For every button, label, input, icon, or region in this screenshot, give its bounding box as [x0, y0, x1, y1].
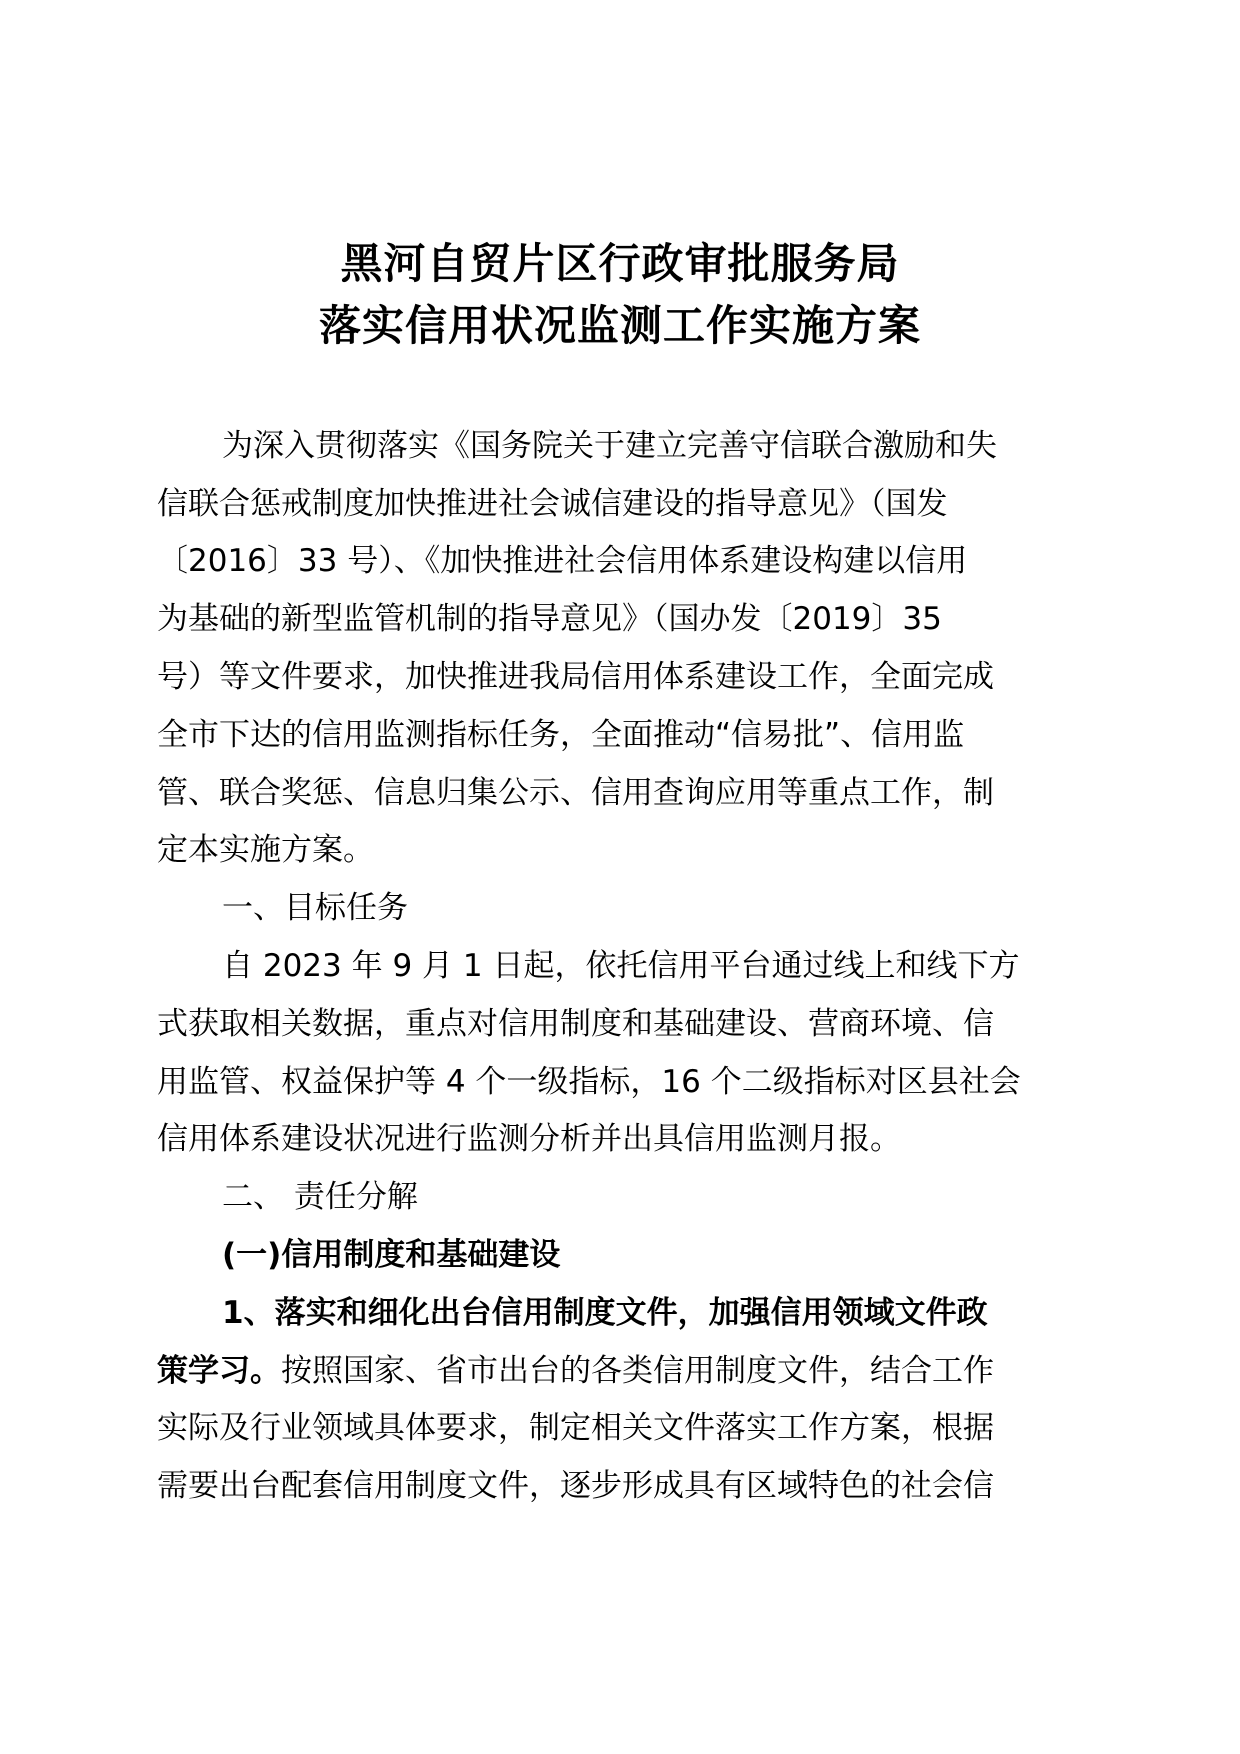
section-1-heading: 一、目标任务: [222, 890, 408, 926]
item-1-heading-line-1: 1、落实和细化出台信用制度文件，加强信用领域文件政: [222, 1295, 988, 1331]
intro-line: 定本实施方案。: [157, 832, 374, 868]
section-1-line: 自 2023 年 9 月 1 日起，依托信用平台通过线上和线下方: [222, 948, 1020, 984]
item-1-line: 实际及行业领域具体要求，制定相关文件落实工作方案，根据: [157, 1410, 994, 1446]
item-1-line-2: [157, 1351, 994, 1391]
item-1-line: 需要出台配套信用制度文件，逐步形成具有区域特色的社会信: [157, 1468, 994, 1504]
intro-line: 号）等文件要求，加快推进我局信用体系建设工作，全面完成: [157, 659, 994, 695]
item-1-heading-line-2: 策学习。: [157, 1353, 281, 1389]
item-1-body-start: 按照国家、省市出台的各类信用制度文件，结合工作: [281, 1353, 994, 1389]
intro-line: 全市下达的信用监测指标任务，全面推动“信易批”、信用监: [157, 717, 965, 753]
intro-line: 为基础的新型监管机制的指导意见》（国办发〔2019〕35: [157, 601, 942, 637]
section-2-heading: 二、 责任分解: [222, 1179, 418, 1215]
subsection-1-heading: (一)信用制度和基础建设: [222, 1237, 561, 1273]
intro-line: 信联合惩戒制度加快推进社会诚信建设的指导意见》（国发: [157, 486, 948, 522]
intro-line: 管、联合奖惩、信息归集公示、信用查询应用等重点工作，制: [157, 775, 994, 811]
section-1-line: 式获取相关数据，重点对信用制度和基础建设、营商环境、信: [157, 1006, 994, 1042]
section-1-line: 信用体系建设状况进行监测分析并出具信用监测月报。: [157, 1121, 901, 1157]
document-title-line-1: 黑河自贸片区行政审批服务局: [340, 239, 900, 288]
section-1-line: 用监管、权益保护等 4 个一级指标，16 个二级指标对区县社会: [157, 1064, 1021, 1100]
intro-line: 为深入贯彻落实《国务院关于建立完善守信联合激励和失: [222, 428, 997, 464]
document-title-line-2: 落实信用状况监测工作实施方案: [318, 301, 921, 350]
intro-line: 〔2016〕33 号）、《加快推进社会信用体系建设构建以信用: [157, 543, 968, 579]
